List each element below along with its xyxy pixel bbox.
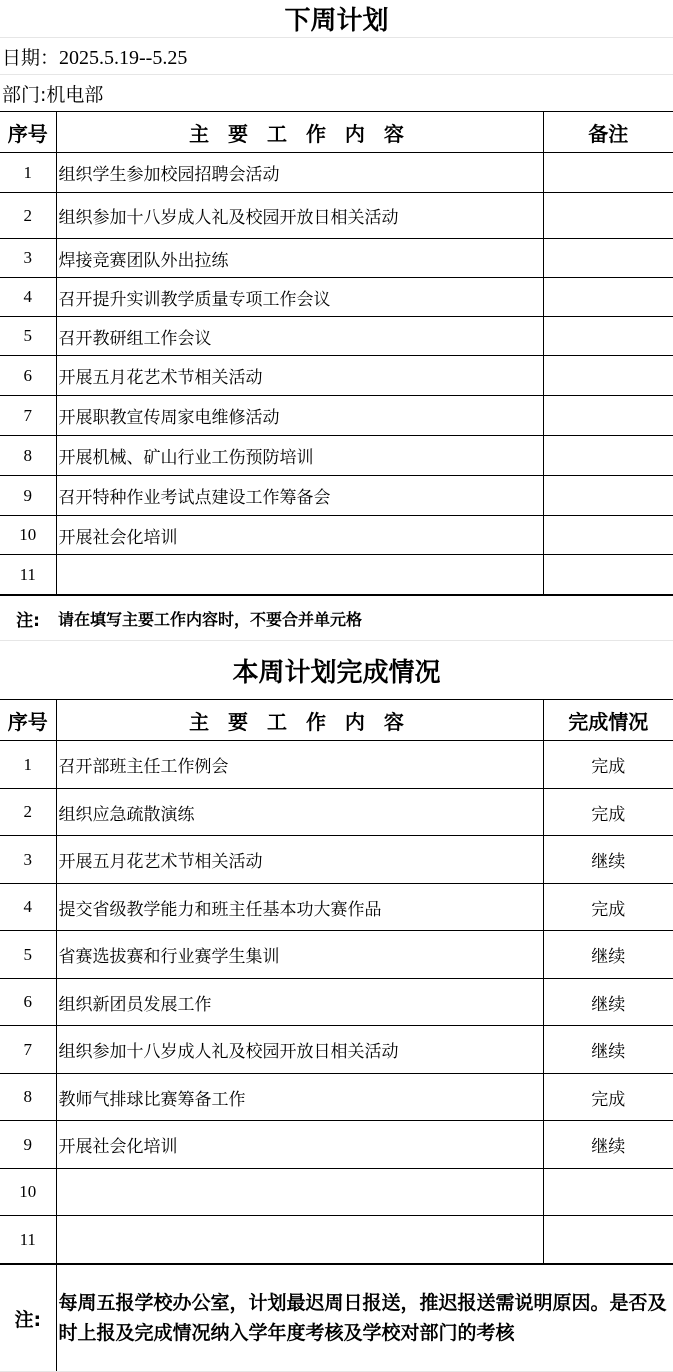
work-content-cell[interactable]: 教师气排球比赛筹备工作 xyxy=(56,1074,543,1121)
table-row xyxy=(0,317,673,356)
remark-cell[interactable] xyxy=(543,396,673,436)
table-row xyxy=(0,1216,673,1264)
row-number-cell: 6 xyxy=(0,979,56,1026)
table-row xyxy=(0,1026,673,1074)
remark-cell[interactable] xyxy=(543,153,673,193)
table-row xyxy=(0,153,673,193)
row-number-cell: 9 xyxy=(0,476,56,516)
row-number-cell: 11 xyxy=(0,555,56,595)
row-number-cell: 1 xyxy=(0,741,56,789)
remark-cell[interactable] xyxy=(543,516,673,555)
this-week-note-table xyxy=(0,1264,673,1372)
remark-cell[interactable] xyxy=(543,356,673,396)
row-number-cell: 5 xyxy=(0,931,56,979)
table-row xyxy=(0,1169,673,1216)
table-row xyxy=(0,884,673,931)
this-week-header-row xyxy=(0,700,673,741)
work-content-cell[interactable]: 组织参加十八岁成人礼及校园开放日相关活动 xyxy=(56,1026,543,1074)
table-row xyxy=(0,789,673,836)
table-row xyxy=(0,555,673,595)
table-row xyxy=(0,476,673,516)
row-number-cell: 3 xyxy=(0,239,56,278)
header-no: 序号 xyxy=(0,700,56,741)
table-row xyxy=(0,836,673,884)
header-no: 序号 xyxy=(0,112,56,153)
next-week-note-text[interactable]: 请在填写主要工作内容时，不要合并单元格 xyxy=(56,596,673,641)
date-value: 2025.5.19--5.25 xyxy=(59,46,188,69)
work-content-cell[interactable]: 组织学生参加校园招聘会活动 xyxy=(56,153,543,193)
row-number-cell: 5 xyxy=(0,317,56,356)
row-number-cell: 1 xyxy=(0,153,56,193)
row-number-cell: 6 xyxy=(0,356,56,396)
remark-cell[interactable] xyxy=(543,278,673,317)
table-row xyxy=(0,979,673,1026)
work-content-cell[interactable]: 开展社会化培训 xyxy=(56,516,543,555)
row-number-cell: 11 xyxy=(0,1216,56,1264)
row-number-cell: 4 xyxy=(0,884,56,931)
work-content-cell[interactable]: 提交省级教学能力和班主任基本功大赛作品 xyxy=(56,884,543,931)
work-content-cell[interactable]: 开展五月花艺术节相关活动 xyxy=(56,356,543,396)
this-week-table xyxy=(0,699,673,1264)
table-row xyxy=(0,436,673,476)
row-number-cell: 2 xyxy=(0,789,56,836)
row-number-cell: 7 xyxy=(0,1026,56,1074)
work-content-cell[interactable] xyxy=(56,555,543,595)
work-content-cell[interactable]: 开展职教宣传周家电维修活动 xyxy=(56,396,543,436)
row-number-cell: 8 xyxy=(0,1074,56,1121)
date-label: 日期： xyxy=(2,46,60,69)
header-remark: 备注 xyxy=(543,112,673,153)
work-content-cell[interactable]: 开展五月花艺术节相关活动 xyxy=(56,836,543,884)
row-number-cell: 8 xyxy=(0,436,56,476)
table-row xyxy=(0,239,673,278)
department-label: 部门: xyxy=(2,83,47,106)
row-number-cell: 10 xyxy=(0,1169,56,1216)
date-row xyxy=(0,38,673,75)
row-number-cell: 10 xyxy=(0,516,56,555)
status-cell[interactable]: 完成 xyxy=(543,741,673,789)
status-cell[interactable]: 完成 xyxy=(543,1074,673,1121)
work-content-cell[interactable]: 组织新团员发展工作 xyxy=(56,979,543,1026)
next-week-title: 下周计划 xyxy=(0,0,673,38)
remark-cell[interactable] xyxy=(543,436,673,476)
header-status: 完成情况 xyxy=(543,700,673,741)
table-row xyxy=(0,193,673,239)
row-number-cell: 9 xyxy=(0,1121,56,1169)
work-content-cell[interactable]: 召开提升实训教学质量专项工作会议 xyxy=(56,278,543,317)
status-cell[interactable]: 完成 xyxy=(543,884,673,931)
this-week-note-label: 注: xyxy=(0,1265,56,1372)
row-number-cell: 7 xyxy=(0,396,56,436)
table-row xyxy=(0,516,673,555)
status-cell[interactable]: 继续 xyxy=(543,1026,673,1074)
work-content-cell[interactable] xyxy=(56,1216,543,1264)
status-cell[interactable] xyxy=(543,1216,673,1264)
remark-cell[interactable] xyxy=(543,555,673,595)
header-content: 主 要 工 作 内 容 xyxy=(56,700,543,741)
remark-cell[interactable] xyxy=(543,193,673,239)
status-cell[interactable] xyxy=(543,1169,673,1216)
status-cell[interactable]: 继续 xyxy=(543,979,673,1026)
work-content-cell[interactable] xyxy=(56,1169,543,1216)
status-cell[interactable]: 继续 xyxy=(543,931,673,979)
remark-cell[interactable] xyxy=(543,317,673,356)
remark-cell[interactable] xyxy=(543,476,673,516)
work-content-cell[interactable]: 组织应急疏散演练 xyxy=(56,789,543,836)
table-row xyxy=(0,1121,673,1169)
next-week-note-table xyxy=(0,595,673,699)
this-week-note-text[interactable]: 每周五报学校办公室，计划最迟周日报送，推迟报送需说明原因。是否及时上报及完成情况纳入学年度考核及学校对部门的考核 xyxy=(56,1265,673,1372)
header-content: 主 要 工 作 内 容 xyxy=(56,112,543,153)
table-row xyxy=(0,1074,673,1121)
remark-cell[interactable] xyxy=(543,239,673,278)
work-content-cell[interactable]: 省赛选拔赛和行业赛学生集训 xyxy=(56,931,543,979)
work-content-cell[interactable]: 开展社会化培训 xyxy=(56,1121,543,1169)
next-week-header-row xyxy=(0,112,673,153)
work-content-cell[interactable]: 开展机械、矿山行业工伤预防培训 xyxy=(56,436,543,476)
row-number-cell: 4 xyxy=(0,278,56,317)
status-cell[interactable]: 完成 xyxy=(543,789,673,836)
status-cell[interactable]: 继续 xyxy=(543,836,673,884)
work-content-cell[interactable]: 召开教研组工作会议 xyxy=(56,317,543,356)
work-content-cell[interactable]: 焊接竞赛团队外出拉练 xyxy=(56,239,543,278)
next-week-note-label: 注: xyxy=(0,596,56,641)
this-week-title: 本周计划完成情况 xyxy=(232,657,441,688)
table-row xyxy=(0,931,673,979)
table-row xyxy=(0,396,673,436)
work-content-cell[interactable]: 组织参加十八岁成人礼及校园开放日相关活动 xyxy=(56,193,543,239)
row-number-cell: 2 xyxy=(0,193,56,239)
work-content-cell[interactable]: 召开部班主任工作例会 xyxy=(56,741,543,789)
table-row xyxy=(0,278,673,317)
table-row xyxy=(0,356,673,396)
table-row xyxy=(0,741,673,789)
next-week-table xyxy=(0,0,673,595)
department-row xyxy=(0,75,673,112)
status-cell[interactable]: 继续 xyxy=(543,1121,673,1169)
row-number-cell: 3 xyxy=(0,836,56,884)
department-value: 机电部 xyxy=(46,83,104,106)
work-content-cell[interactable]: 召开特种作业考试点建设工作筹备会 xyxy=(56,476,543,516)
